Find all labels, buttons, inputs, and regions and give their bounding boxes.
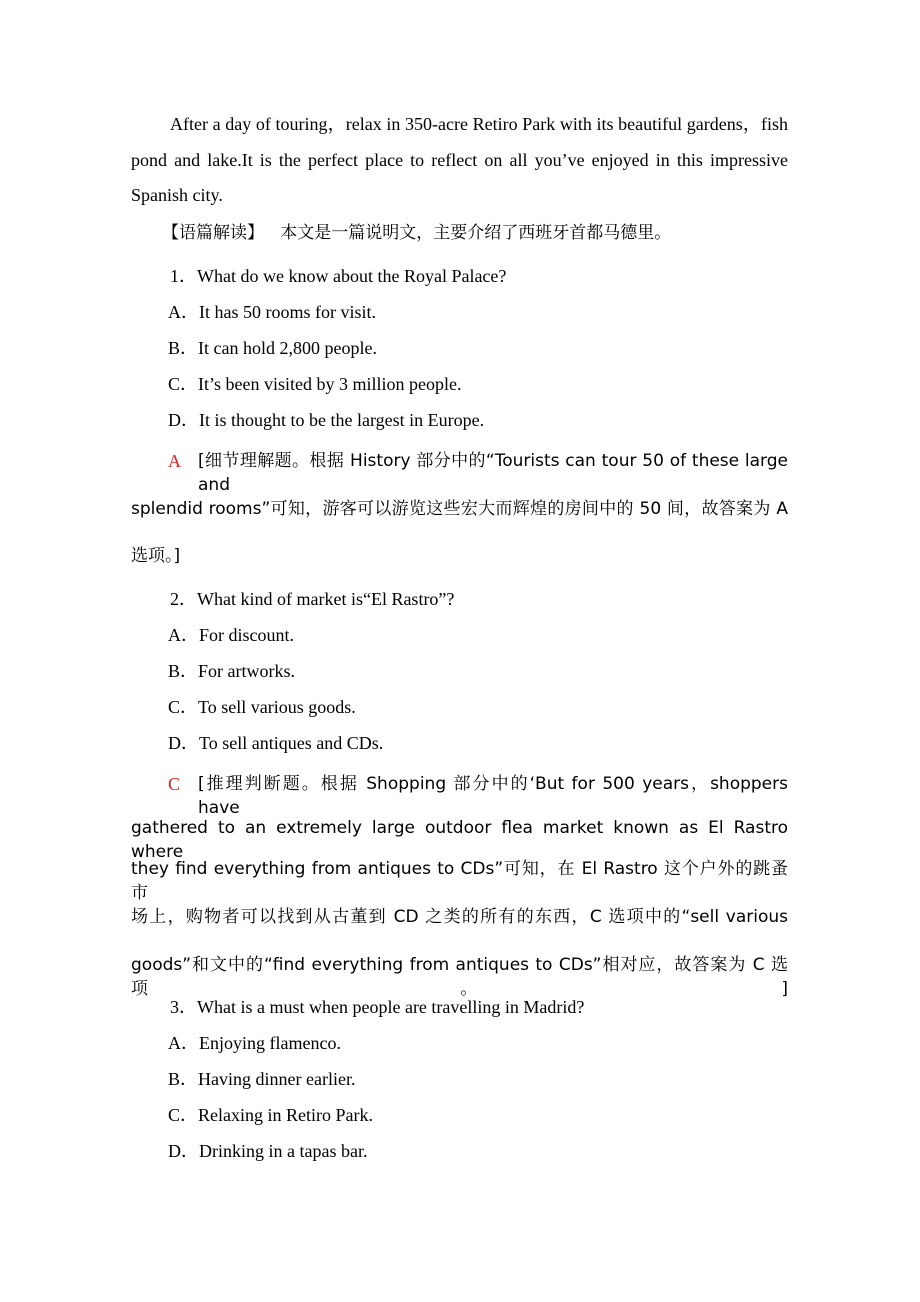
option: B．It can hold 2,800 people.: [168, 338, 377, 358]
option: B．For artworks.: [168, 661, 295, 681]
option: C．It’s been visited by 3 million people.: [168, 374, 462, 394]
explanation-line: A [细节理解题。根据 History 部分中的“Tourists can tour 50 of these large and: [168, 451, 788, 495]
option: C．To sell various goods.: [168, 697, 356, 717]
option: D．To sell antiques and CDs.: [168, 733, 384, 753]
question-stem: 1．What do we know about the Royal Palace?: [170, 266, 507, 286]
passage-line: pond and lake.It is the perfect place to reflect on all you’ve enjoyed in this impressive: [131, 150, 788, 170]
explanation-line: goods”和文中的“find everything from antiques to CDs”相对应，故答案为 C 选项。]: [131, 955, 788, 999]
explanation-line: C [推理判断题。根据 Shopping 部分中的‘But for 500 years，shoppers have: [168, 774, 788, 818]
passage-line: After a day of touring，relax in 350-acre Retiro Park with its beautiful gardens，fish: [170, 114, 788, 134]
explanation-line: gathered to an extremely large outdoor flea market known as El Rastro where: [131, 818, 788, 862]
option: A．Enjoying flamenco.: [168, 1033, 341, 1053]
reading-note: [162, 221, 819, 245]
question-stem: 3．What is a must when people are travelling in Madrid?: [170, 997, 585, 1017]
reading-note-label: 【语篇解读】: [162, 223, 264, 243]
explanation-line: 选项。]: [131, 546, 181, 566]
option: A．For discount.: [168, 625, 294, 645]
answer-letter: A: [168, 451, 181, 471]
option: D．Drinking in a tapas bar.: [168, 1141, 368, 1161]
option: B．Having dinner earlier.: [168, 1069, 356, 1089]
explanation-line: splendid rooms”可知，游客可以游览这些宏大而辉煌的房间中的 50 间，故答案为 A: [131, 499, 788, 519]
question-stem: 2．What kind of market is“El Rastro”?: [170, 589, 455, 609]
option: C．Relaxing in Retiro Park.: [168, 1105, 373, 1125]
reading-note-text: 本文是一篇说明文，主要介绍了西班牙首都马德里。: [280, 223, 672, 243]
passage-line: Spanish city.: [131, 185, 223, 205]
option: A．It has 50 rooms for visit.: [168, 302, 376, 322]
explanation-line: 场上，购物者可以找到从古董到 CD 之类的所有的东西，C 选项中的“sell various: [131, 907, 788, 927]
explanation-line: they find everything from antiques to CDs”可知，在 El Rastro 这个户外的跳蚤市: [131, 859, 788, 903]
answer-letter: C: [168, 774, 181, 794]
option: D．It is thought to be the largest in Europe.: [168, 410, 485, 430]
